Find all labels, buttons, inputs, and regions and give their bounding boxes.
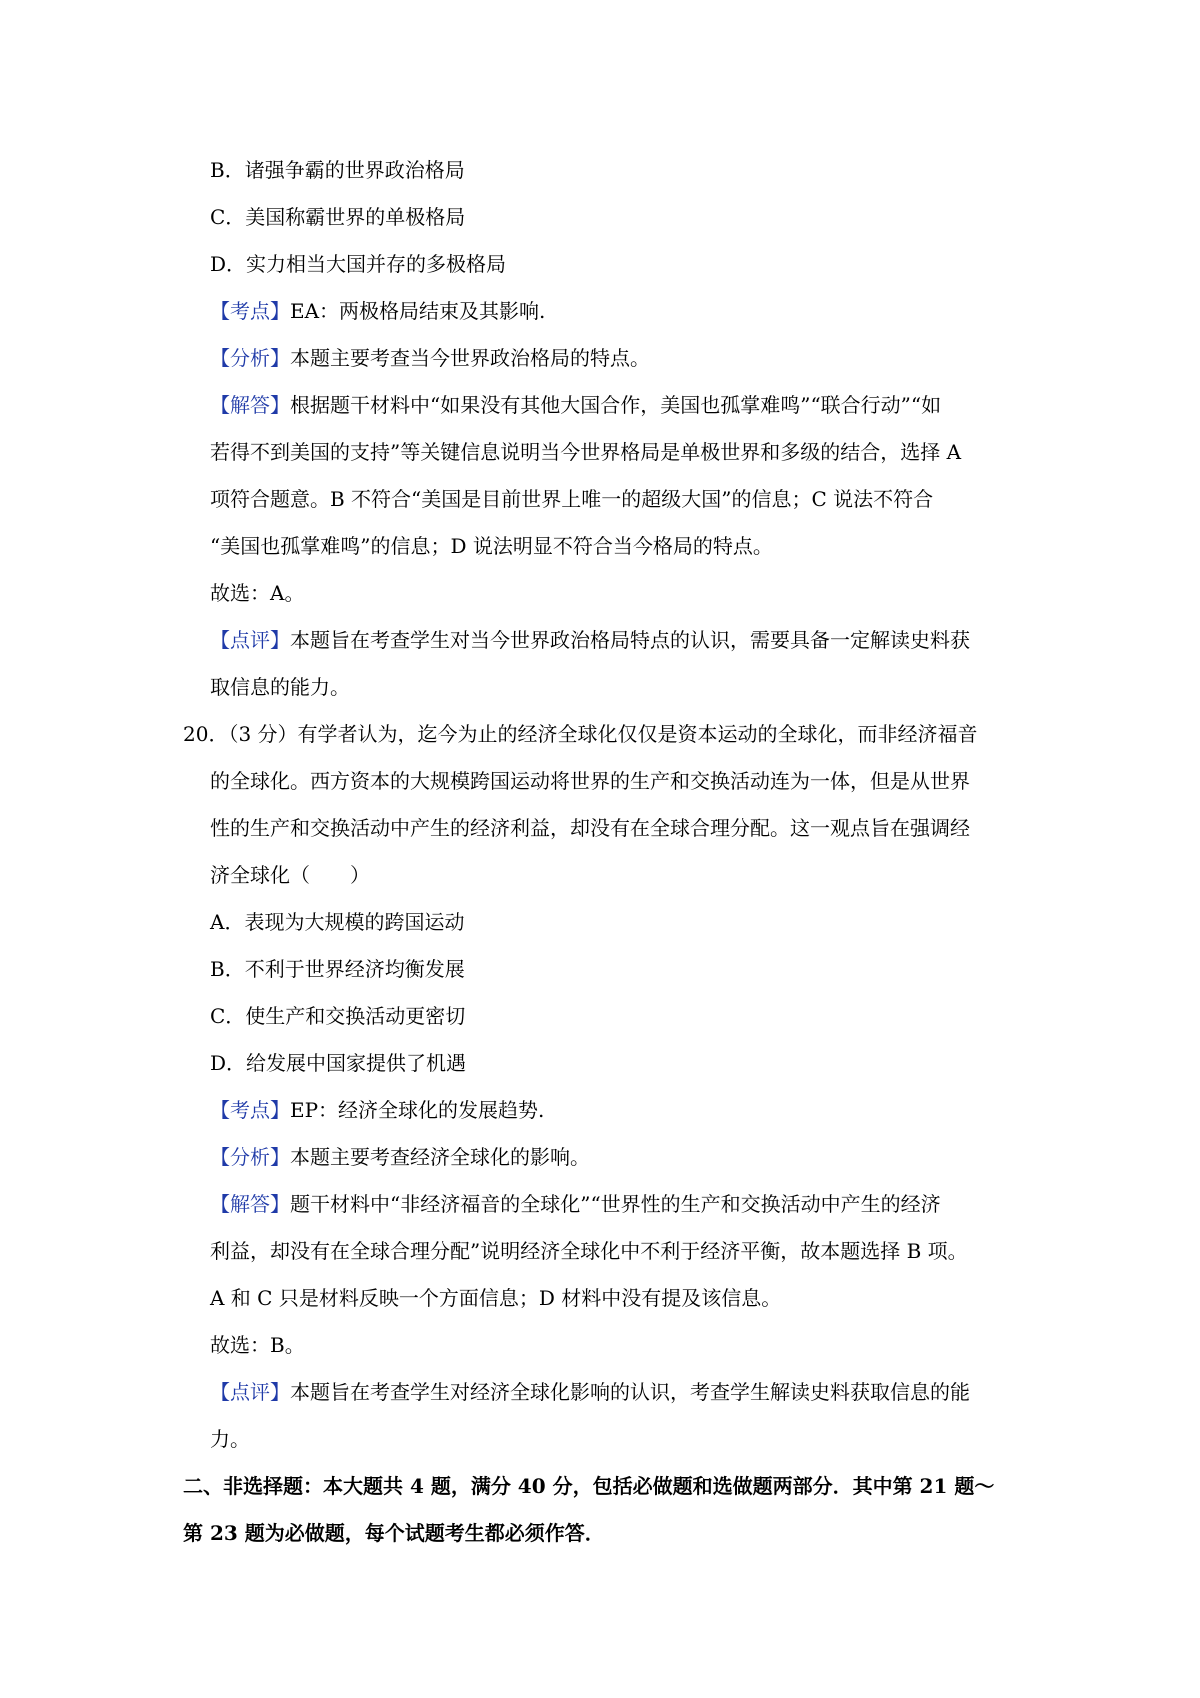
q19-fenxi xyxy=(210,344,650,372)
q19-jieda-line: 若得不到美国的支持”等关键信息说明当今世界格局是单极世界和多级的结合，选择 A xyxy=(210,440,962,464)
q19-kaodian xyxy=(210,297,545,325)
q20-fenxi xyxy=(210,1143,590,1171)
q20-option-b: B．不利于世界经济均衡发展 xyxy=(210,957,465,981)
kaodian-tag: 【考点】 xyxy=(210,299,290,323)
jieda-text: 题干材料中“非经济福音的全球化”“世界性的生产和交换活动中产生的经济 xyxy=(290,1192,941,1216)
kaodian-tag: 【考点】 xyxy=(210,1098,290,1122)
dianping-tag: 【点评】 xyxy=(210,628,290,652)
jieda-text: 根据题干材料中“如果没有其他大国合作，美国也孤掌难鸣”“联合行动”“如 xyxy=(290,393,942,417)
q20-stem-line: 20．（3 分）有学者认为，迄今为止的经济全球化仅仅是资本运动的全球化，而非经济福音 xyxy=(183,722,978,746)
q20-jieda-line xyxy=(210,1190,941,1218)
q19-answer: 故选：A。 xyxy=(210,581,305,605)
q20-stem-line: 济全球化（ ） xyxy=(210,863,370,887)
q20-jieda-line: A 和 C 只是材料反映一个方面信息；D 材料中没有提及该信息。 xyxy=(210,1286,782,1310)
q20-jieda-line: 利益，却没有在全球合理分配”说明经济全球化中不利于经济平衡，故本题选择 B 项。 xyxy=(210,1239,968,1263)
q20-dianping-line xyxy=(210,1378,970,1406)
dianping-tag: 【点评】 xyxy=(210,1380,290,1404)
dianping-text: 本题旨在考查学生对当今世界政治格局特点的认识，需要具备一定解读史料获 xyxy=(290,628,970,652)
fenxi-tag: 【分析】 xyxy=(210,346,290,370)
kaodian-text: EP：经济全球化的发展趋势. xyxy=(290,1098,545,1122)
fenxi-text: 本题主要考查当今世界政治格局的特点。 xyxy=(290,346,650,370)
q20-answer: 故选：B。 xyxy=(210,1333,305,1357)
jieda-tag: 【解答】 xyxy=(210,393,290,417)
q19-option-c: C．美国称霸世界的单极格局 xyxy=(210,205,466,229)
q20-stem-line: 性的生产和交换活动中产生的经济利益，却没有在全球合理分配。这一观点旨在强调经 xyxy=(210,816,970,840)
q19-jieda-line: “美国也孤掌难鸣”的信息；D 说法明显不符合当今格局的特点。 xyxy=(210,534,773,558)
q20-option-a: A．表现为大规模的跨国运动 xyxy=(210,910,465,934)
q19-dianping-line: 取信息的能力。 xyxy=(210,675,350,699)
jieda-tag: 【解答】 xyxy=(210,1192,290,1216)
fenxi-text: 本题主要考查经济全球化的影响。 xyxy=(290,1145,590,1169)
q19-dianping-line xyxy=(210,626,970,654)
kaodian-text: EA：两极格局结束及其影响. xyxy=(290,299,546,323)
q20-stem-line: 的全球化。西方资本的大规模跨国运动将世界的生产和交换活动连为一体，但是从世界 xyxy=(210,769,970,793)
q20-option-c: C．使生产和交换活动更密切 xyxy=(210,1004,466,1028)
q19-option-d: D．实力相当大国并存的多极格局 xyxy=(210,252,507,276)
q20-kaodian xyxy=(210,1096,544,1124)
q19-jieda-line: 项符合题意。B 不符合“美国是目前世界上唯一的超级大国”的信息；C 说法不符合 xyxy=(210,487,934,511)
q19-option-b: B．诸强争霸的世界政治格局 xyxy=(210,158,465,182)
q19-jieda-line xyxy=(210,391,941,419)
fenxi-tag: 【分析】 xyxy=(210,1145,290,1169)
q20-option-d: D．给发展中国家提供了机遇 xyxy=(210,1051,467,1075)
section2-heading-line: 第 23 题为必做题，每个试题考生都必须作答． xyxy=(183,1521,605,1545)
dianping-text: 本题旨在考查学生对经济全球化影响的认识，考查学生解读史料获取信息的能 xyxy=(290,1380,970,1404)
section2-heading-line: 二、非选择题：本大题共 4 题，满分 40 分，包括必做题和选做题两部分．其中第 21 题～ xyxy=(183,1474,995,1498)
q20-dianping-line: 力。 xyxy=(210,1427,250,1451)
